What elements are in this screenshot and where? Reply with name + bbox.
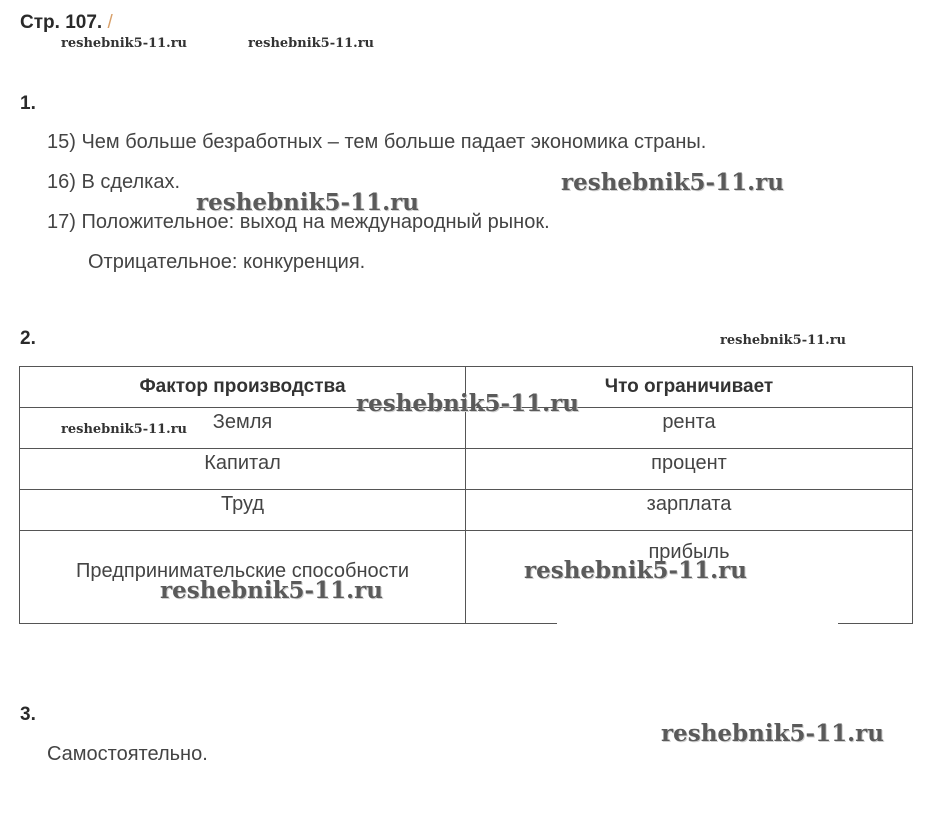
watermark: reshebnik5-11.ru [720, 333, 847, 348]
answer-item-16: 16) В сделках. [47, 171, 181, 193]
section-2-number: 2. [20, 328, 36, 349]
answer-item-17: 17) Положительное: выход на международный рынок. [47, 211, 550, 233]
watermark: reshebnik5-11.ru [356, 390, 579, 417]
column-header-limit: Что ограничивает [466, 367, 913, 408]
section-3-answer: Самостоятельно. [47, 743, 208, 765]
border-gap [557, 618, 838, 624]
page-title-text: Стр. 107. [20, 12, 103, 33]
factor-capital: Капитал [204, 451, 281, 474]
column-header-factor: Фактор производства [20, 367, 466, 408]
answer-item-17-negative: Отрицательное: конкуренция. [88, 251, 366, 273]
section-3-number: 3. [20, 704, 36, 725]
table-row [20, 449, 913, 490]
limit-profit: прибыль [648, 541, 730, 563]
cursor-mark: / [107, 12, 113, 33]
watermark: reshebnik5-11.ru [248, 36, 375, 51]
factor-labor: Труд [221, 492, 264, 515]
factor-land: Земля [212, 410, 273, 433]
limit-wage: зарплата [646, 492, 732, 515]
watermark: reshebnik5-11.ru [196, 189, 419, 216]
watermark: reshebnik5-11.ru [561, 169, 784, 196]
limit-interest: процент [651, 451, 727, 474]
watermark: reshebnik5-11.ru [61, 36, 188, 51]
watermark: reshebnik5-11.ru [661, 720, 884, 747]
watermark: reshebnik5-11.ru [160, 577, 383, 604]
table-row [20, 531, 913, 624]
table-cell [466, 490, 913, 531]
table-row [20, 490, 913, 531]
table-cell [20, 490, 466, 531]
table-cell [20, 449, 466, 490]
factor-entrepreneurship: Предпринимательские способности [76, 559, 409, 582]
watermark: reshebnik5-11.ru [524, 557, 747, 584]
page-title [20, 12, 113, 34]
section-1-number: 1. [20, 93, 36, 114]
watermark: reshebnik5-11.ru [61, 422, 188, 437]
answer-item-15: 15) Чем больше безработных – тем больше падает экономика страны. [47, 131, 707, 153]
limit-rent: рента [662, 410, 716, 433]
table-cell [466, 449, 913, 490]
